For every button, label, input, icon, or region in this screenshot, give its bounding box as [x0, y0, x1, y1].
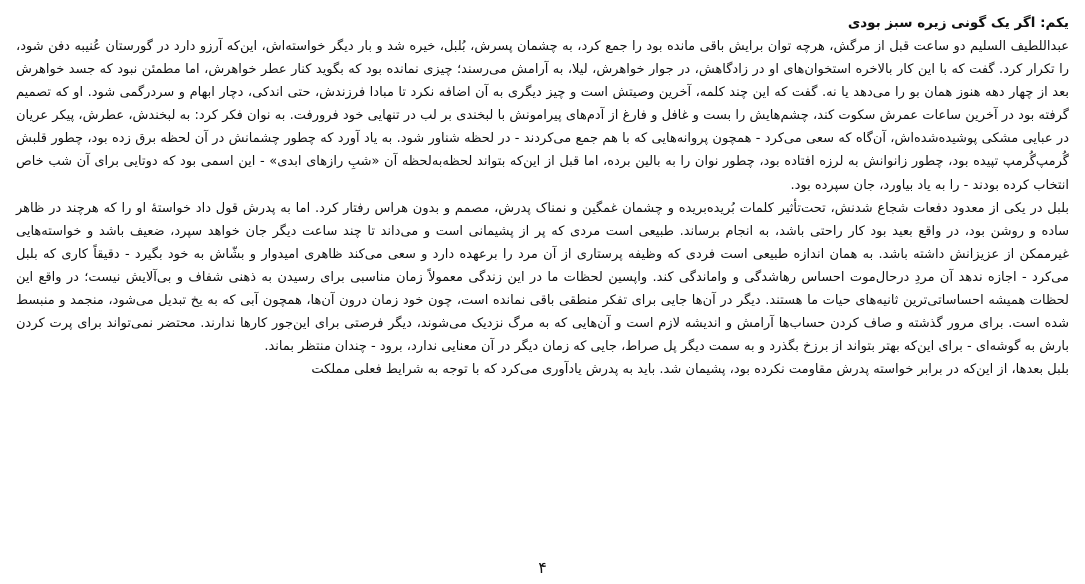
paragraph-1: عبداللطیف السلیم دو ساعت قبل از مرگش، هرچه توان برایش باقی مانده بود را جمع کرد، به چشمان پسرش، بُلبل، خیره شد و بار دیگر خواسته‌اش، این‌که آرزو دارد در گورستان عُنیبه دفن شود، را تکرار کرد. گفت که با این کار بالاخره استخوان‌های او در زادگاهش، در جوار خواهرش، لیلا، به آرامش می‌رسند؛ چیزی نمانده بود که بگوید کنار عطر خواهرش، اما مطمئن نبود که جسد خواهرش بعد از چهار دهه هنوز همان بو را می‌دهد یا نه. گفت که این چند کلمه، آخرین وصیتش است و چیز دیگری به آن اضافه نکرد تا مبادا فرزندش، حتی اندکی، دچار ابهام و سردرگمی شود. او که تصمیم گرفته بود در آخرین ساعات عمرش سکوت کند، چشم‌هایش را بست و غافل و فارغ از آدم‌های پیرامونش با لبخندی بر لب در تنهایی خود فرورفت. به نوان فکر کرد: به لبخندش، عطرش، پیکر عریان در عبایی مشکی پوشیده‌شده‌اش، آن‌گاه که سعی می‌کرد - همچون پروانه‌هایی که با هم جمع می‌کردند - در لحظه شناور شود. به یاد آورد که چطور چشمانش در آن لحظه برق زده بود، چطور قلبش گُرمپ‌گُرمپ تپیده بود، چطور زانوانش به لرزه افتاده بود، چطور نوان را به بالین برده، اما قبل از این‌که بتواند لحظه‌به‌لحظه آن «شبِ رازهای ابدی» - این اسمی بود که دوتایی برای آن شب خاص انتخاب کرده بودند - را به یاد بیاورد، جان سپرده بود. — [16, 39, 1069, 193]
document-body — [16, 12, 1069, 381]
page-number: ۴ — [538, 558, 547, 577]
paragraph-2: بلبل در یکی از معدود دفعات شجاع شدنش، تحت‌تأثیر کلمات بُریده‌بریده و چشمان غمگین و نمناک پدرش، مصمم و بدون هراس رفتار کرد. اما به پدرش قول داد خواستهٔ او را که هرچند در ظاهر ساده و روشن بود، در واقع بعید بود کار راحتی باشد، به انجام برساند. طبیعی است مردی که پر از پشیمانی است و می‌داند تا چند ساعت دیگر جان خواهد سپرد، ضعیف باشد و خواسته‌هایی غیرممکن از عزیزانش داشته باشد. به همان اندازه طبیعی است فردی که وظیفه پرستاری از آن مرد را برعهده دارد و سعی می‌کند ظاهری امیدوار و بشّاش به خود بگیرد - دقیقاً کاری که بلبل می‌کرد - اجازه ندهد آن مردِ درحال‌موت احساس رهاشدگی و واماندگی کند. واپسین لحظات ما در این زندگی معمولاً زمان مناسبی برای رسیدن به ذهنی شفاف و بی‌آلایش نیست؛ در واقع این لحظات همیشه احساساتی‌ترین ثانیه‌های حیات ما هستند. دیگر در آن‌ها جایی برای تفکر منطقی باقی نمانده است، چون خود زمان درون آن‌ها، همچون آبی که به یخ تبدیل می‌شود، منجمد و منبسط شده است. برای مرور گذشته و صاف کردن حساب‌ها آرامش و اندیشه لازم است و آن‌هایی که به مرگ نزدیک می‌شوند، دیگر فرصتی برای این‌جور کارها ندارند. محتضر نمی‌تواند برای پرت کردن بارش به گوشه‌ای - برای این‌که بهتر بتواند از برزخ بگذرد و به سمت دیگر پل صراط، جایی که زمان دیگر در آن معنایی ندارد، برود - چندان منتظر بماند. — [16, 200, 1069, 355]
paragraph-3: بلبل بعدها، از این‌که در برابر خواسته پدرش مقاومت نکرده بود، پشیمان شد. باید به پدرش یادآوری می‌کرد که با توجه به شرایط فعلی مملکت — [311, 362, 1069, 378]
chapter-title: یکم: اگر یک گونی زیره سبز بودی — [847, 15, 1069, 31]
